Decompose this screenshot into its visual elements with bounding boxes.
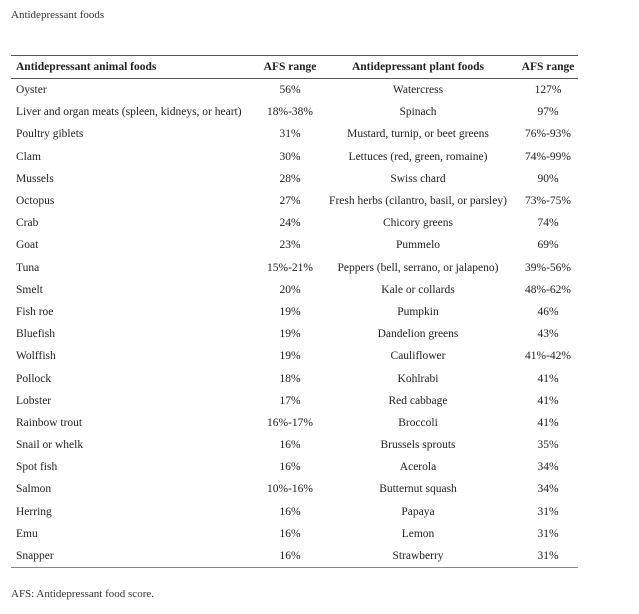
- plant-food-cell: Pumpkin: [397, 305, 439, 318]
- plant-afs-cell: 31%: [537, 527, 559, 540]
- table-row: [11, 434, 578, 456]
- animal-afs-cell: 16%: [279, 527, 301, 540]
- plant-food-cell: Red cabbage: [388, 394, 448, 407]
- table-row: [11, 234, 578, 256]
- plant-food-cell: Chicory greens: [383, 217, 453, 230]
- plant-afs-cell: 74%: [537, 217, 559, 230]
- animal-food-cell: Snapper: [16, 550, 54, 563]
- animal-food-cell: Mussels: [16, 172, 54, 185]
- plant-food-cell: Papaya: [401, 505, 435, 518]
- plant-food-cell: Butternut squash: [379, 483, 457, 496]
- plant-afs-cell: 31%: [537, 505, 559, 518]
- animal-food-cell: Wolffish: [16, 350, 56, 363]
- plant-food-cell: Peppers (bell, serrano, or jalapeno): [337, 261, 499, 274]
- animal-food-cell: Tuna: [16, 261, 40, 274]
- plant-food-cell: Kale or collards: [381, 283, 455, 296]
- animal-afs-cell: 20%: [279, 283, 301, 296]
- table-row: [11, 257, 578, 279]
- plant-food-cell: Brussels sprouts: [380, 439, 456, 452]
- plant-food-cell: Spinach: [399, 106, 437, 119]
- animal-afs-cell: 27%: [279, 195, 301, 208]
- header-plant-afs-range: AFS range: [521, 61, 575, 73]
- animal-afs-cell: 19%: [279, 350, 301, 363]
- animal-afs-cell: 16%: [279, 439, 301, 452]
- animal-afs-cell: 18%: [279, 372, 301, 385]
- plant-afs-cell: 41%-42%: [525, 350, 571, 363]
- animal-afs-cell: 17%: [279, 394, 301, 407]
- table-row: [11, 301, 578, 323]
- plant-afs-cell: 76%-93%: [525, 128, 571, 141]
- table-row: [11, 123, 578, 145]
- plant-afs-cell: 31%: [537, 550, 559, 563]
- table-row: [11, 168, 578, 190]
- animal-afs-cell: 24%: [279, 217, 301, 230]
- plant-afs-cell: 74%-99%: [525, 150, 571, 163]
- animal-afs-cell: 16%-17%: [267, 416, 313, 429]
- animal-afs-cell: 56%: [279, 84, 301, 97]
- plant-afs-cell: 73%-75%: [525, 195, 571, 208]
- plant-afs-cell: 127%: [534, 84, 562, 97]
- antidepressant-foods-table: [11, 55, 578, 568]
- animal-afs-cell: 16%: [279, 505, 301, 518]
- animal-food-cell: Crab: [16, 217, 39, 230]
- plant-afs-cell: 41%: [537, 372, 559, 385]
- animal-afs-cell: 28%: [279, 172, 301, 185]
- table-row: [11, 190, 578, 212]
- plant-food-cell: Watercress: [392, 84, 444, 97]
- header-animal-afs-range: AFS range: [263, 61, 317, 73]
- table-row: [11, 146, 578, 168]
- animal-afs-cell: 16%: [279, 461, 301, 474]
- animal-food-cell: Lobster: [16, 394, 52, 407]
- plant-food-cell: Lettuces (red, green, romaine): [348, 150, 488, 163]
- header-plant-foods: Antidepressant plant foods: [351, 61, 485, 73]
- table-row: [11, 456, 578, 478]
- animal-food-cell: Octopus: [16, 195, 55, 208]
- plant-afs-cell: 97%: [537, 106, 559, 119]
- table-row: [11, 545, 578, 568]
- table-row: [11, 345, 578, 367]
- plant-afs-cell: 41%: [537, 394, 559, 407]
- table-row: [11, 101, 578, 123]
- table-row: [11, 523, 578, 545]
- plant-food-cell: Mustard, turnip, or beet greens: [347, 128, 489, 141]
- plant-afs-cell: 90%: [537, 172, 559, 185]
- animal-food-cell: Herring: [16, 505, 52, 518]
- plant-food-cell: Lemon: [401, 527, 435, 540]
- plant-afs-cell: 43%: [537, 328, 559, 341]
- plant-food-cell: Dandelion greens: [377, 328, 459, 341]
- plant-food-cell: Strawberry: [392, 550, 444, 563]
- animal-food-cell: Oyster: [16, 84, 47, 97]
- animal-afs-cell: 18%-38%: [267, 106, 313, 119]
- animal-food-cell: Bluefish: [16, 328, 55, 341]
- table-row: [11, 212, 578, 234]
- header-animal-foods: Antidepressant animal foods: [16, 61, 157, 73]
- plant-afs-cell: 39%-56%: [525, 261, 571, 274]
- header-row: [11, 56, 578, 79]
- table-header: [11, 56, 578, 79]
- plant-afs-cell: 69%: [537, 239, 559, 252]
- table-footnote: AFS: Antidepressant food score.: [11, 588, 154, 600]
- animal-afs-cell: 19%: [279, 328, 301, 341]
- animal-afs-cell: 19%: [279, 305, 301, 318]
- plant-afs-cell: 35%: [537, 439, 559, 452]
- table-row: [11, 79, 578, 102]
- animal-food-cell: Goat: [16, 239, 39, 252]
- plant-food-cell: Swiss chard: [390, 172, 446, 185]
- table-row: [11, 501, 578, 523]
- plant-afs-cell: 48%-62%: [525, 283, 571, 296]
- plant-food-cell: Acerola: [399, 461, 437, 474]
- animal-food-cell: Fish roe: [16, 305, 54, 318]
- animal-food-cell: Rainbow trout: [16, 416, 83, 429]
- animal-food-cell: Emu: [16, 527, 38, 540]
- plant-afs-cell: 34%: [537, 461, 559, 474]
- table-row: [11, 323, 578, 345]
- animal-afs-cell: 16%: [279, 550, 301, 563]
- plant-food-cell: Cauliflower: [390, 350, 446, 363]
- animal-food-cell: Clam: [16, 150, 41, 163]
- plant-afs-cell: 46%: [537, 305, 559, 318]
- animal-food-cell: Snail or whelk: [16, 439, 84, 452]
- table-caption: Antidepressant foods: [11, 9, 105, 21]
- table-row: [11, 412, 578, 434]
- animal-afs-cell: 30%: [279, 150, 301, 163]
- animal-afs-cell: 10%-16%: [267, 483, 313, 496]
- plant-food-cell: Kohlrabi: [397, 372, 439, 385]
- table-row: [11, 478, 578, 500]
- plant-food-cell: Broccoli: [398, 416, 438, 429]
- animal-food-cell: Poultry giblets: [16, 128, 84, 141]
- animal-food-cell: Pollock: [16, 372, 52, 385]
- animal-food-cell: Liver and organ meats (spleen, kidneys, or heart): [16, 106, 242, 119]
- antidepressant-foods-table-container: [11, 55, 573, 568]
- animal-food-cell: Spot fish: [16, 461, 58, 474]
- animal-food-cell: Salmon: [16, 483, 52, 496]
- animal-afs-cell: 31%: [279, 128, 301, 141]
- table-body: [11, 79, 578, 568]
- plant-afs-cell: 34%: [537, 483, 559, 496]
- animal-food-cell: Smelt: [16, 283, 43, 296]
- table-row: [11, 279, 578, 301]
- animal-afs-cell: 15%-21%: [267, 261, 313, 274]
- plant-food-cell: Pummelo: [395, 239, 441, 252]
- animal-afs-cell: 23%: [279, 239, 301, 252]
- table-row: [11, 367, 578, 389]
- table-row: [11, 390, 578, 412]
- plant-food-cell: Fresh herbs (cilantro, basil, or parsley): [329, 195, 507, 208]
- plant-afs-cell: 41%: [537, 416, 559, 429]
